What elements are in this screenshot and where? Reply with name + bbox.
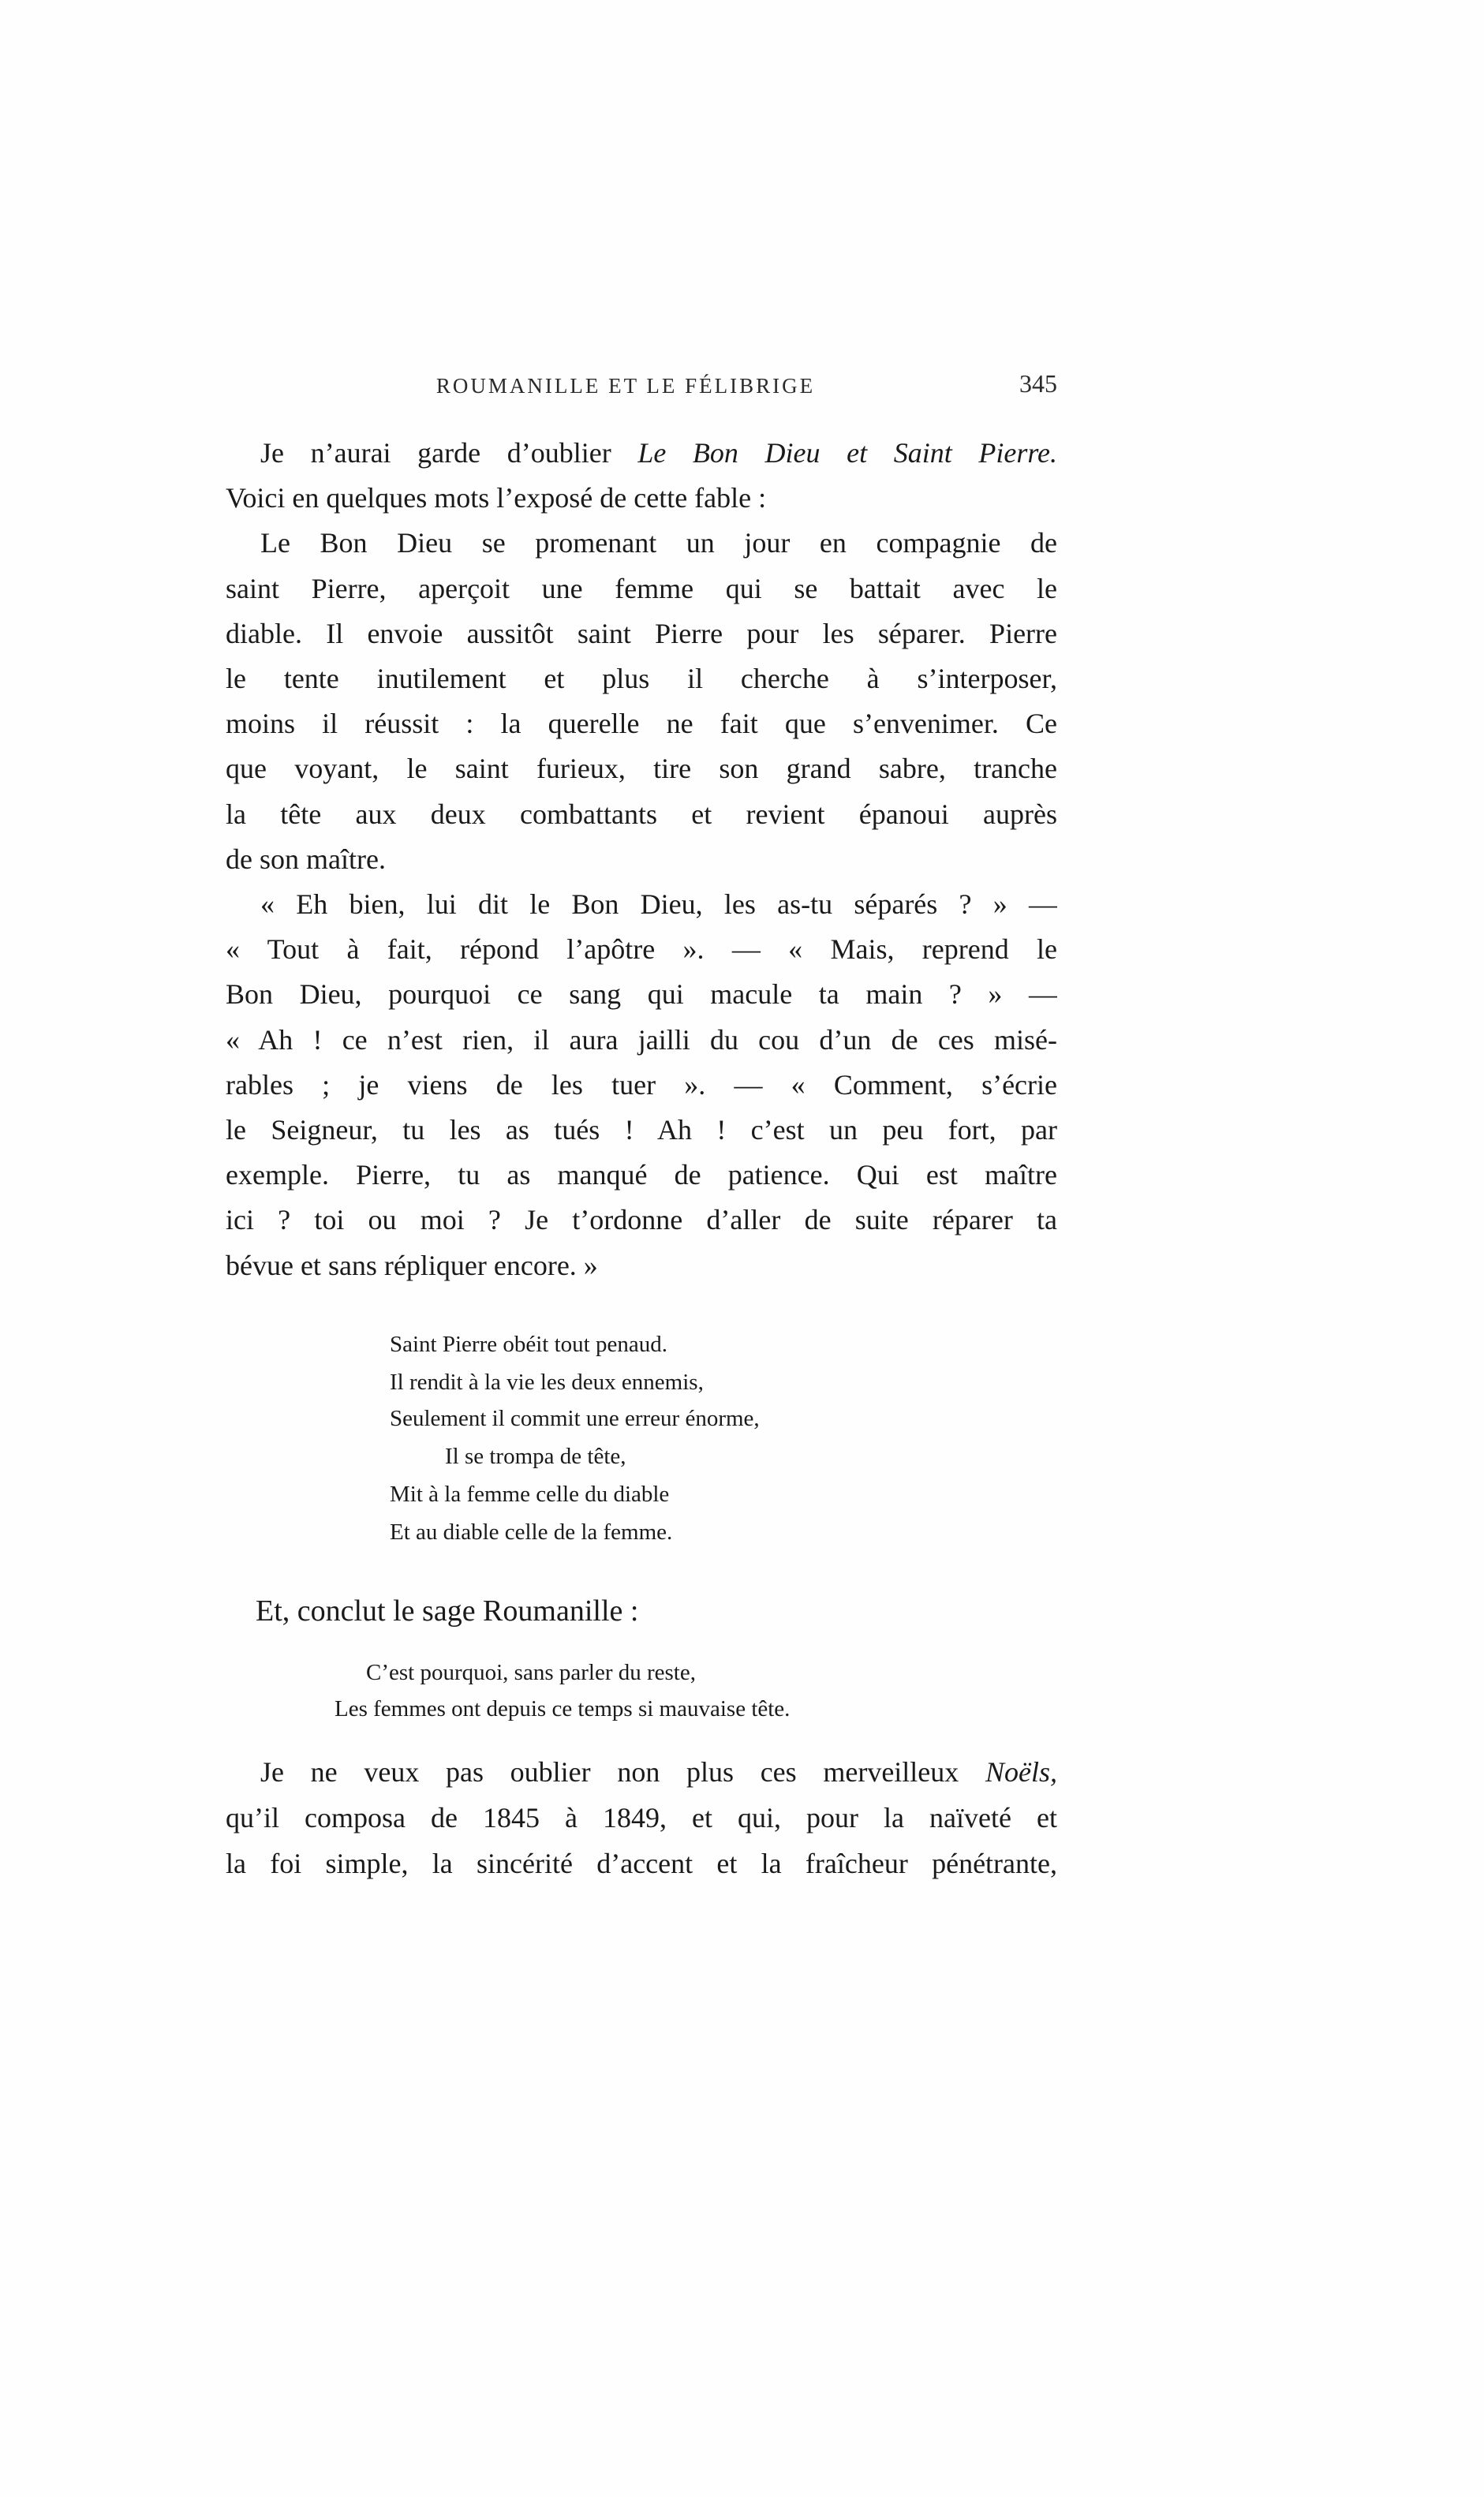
text-line (226, 1796, 1057, 1841)
text-line (226, 656, 1057, 701)
text-segment: qu’il composa de 1845 à 1849, et qui, pour la naïveté et (226, 1802, 1057, 1834)
text-segment: le Seigneur, tu les as tués ! Ah ! c’est un peu fort, par (226, 1114, 1057, 1146)
text-segment: diable. Il envoie aussitôt saint Pierre pour les séparer. Pierre (226, 617, 1057, 649)
running-title: ROUMANILLE ET LE FÉLIBRIGE (435, 374, 816, 398)
text-segment: la foi simple, la sincérité d’accent et la fraîcheur pénétrante, (226, 1848, 1057, 1879)
text-line (226, 927, 1057, 972)
text-line (226, 1018, 1057, 1063)
text-segment: exemple. Pierre, tu as manqué de patience. Qui est maître (226, 1159, 1057, 1191)
page-number: 345 (1019, 369, 1057, 398)
text-line (226, 837, 1057, 882)
text-segment: Je n’aurai garde d’oublier (260, 437, 638, 469)
text-line (226, 1243, 1057, 1288)
text-line (226, 792, 1057, 837)
text-segment: saint Pierre, aperçoit une femme qui se battait avec le (226, 572, 1057, 604)
text-line (260, 1750, 1057, 1795)
text-segment: bévue et sans répliquer encore. » (226, 1249, 598, 1281)
text-segment: le tente inutilement et plus il cherche à s’interposer, (226, 663, 1057, 694)
text-segment: moins il réussit : la querelle ne fait que s’envenimer. Ce (226, 708, 1057, 740)
text-segment: Je ne veux pas oublier non plus ces merveilleux (260, 1756, 985, 1788)
text-segment: la tête aux deux combattants et revient épanoui auprès (226, 798, 1057, 830)
verse-line: C’est pourquoi, sans parler du reste, (366, 1660, 696, 1685)
text-line (260, 882, 1057, 927)
text-line (226, 476, 1057, 521)
verse-line: Il se trompa de tête, (445, 1444, 626, 1469)
text-line (226, 611, 1057, 656)
italic-title: Le Bon Dieu et Saint Pierre. (637, 437, 1057, 469)
text-line (226, 1153, 1057, 1198)
text-segment: que voyant, le saint furieux, tire son grand sabre, tranche (226, 753, 1057, 785)
text-segment: de son maître. (226, 843, 386, 875)
text-line (226, 1198, 1057, 1243)
text-line (226, 566, 1057, 611)
text-segment: « Tout à fait, répond l’apôtre ». — « Mais, reprend le (226, 933, 1057, 966)
text-line (226, 701, 1057, 746)
text-segment: « Eh bien, lui dit le Bon Dieu, les as-tu séparés ? » — (260, 888, 1057, 920)
transition-line: Et, conclut le sage Roumanille : (256, 1594, 639, 1628)
verse-line: Saint Pierre obéit tout penaud. (390, 1332, 667, 1357)
text-segment: Bon Dieu, pourquoi ce sang qui macule ta main ? » — (226, 978, 1057, 1011)
text-segment: « Ah ! ce n’est rien, il aura jailli du cou d’un de ces misé- (226, 1023, 1057, 1056)
verse-line: Mit à la femme celle du diable (390, 1482, 670, 1507)
italic-title: Noëls, (985, 1756, 1057, 1788)
verse-line: Les femmes ont depuis ce temps si mauvaise tête. (335, 1696, 791, 1721)
text-line (226, 746, 1057, 791)
verse-line: Et au diable celle de la femme. (390, 1520, 673, 1545)
text-line (226, 1108, 1057, 1153)
text-segment: ici ? toi ou moi ? Je t’ordonne d’aller de suite réparer ta (226, 1204, 1057, 1236)
text-line (260, 521, 1057, 566)
text-line (226, 1841, 1057, 1886)
text-line (226, 972, 1057, 1017)
text-segment: rables ; je viens de les tuer ». — « Comment, s’écrie (226, 1068, 1057, 1101)
text-line (260, 431, 1057, 476)
verse-line: Seulement il commit une erreur énorme, (390, 1406, 760, 1431)
text-segment: Voici en quelques mots l’exposé de cette fable : (226, 482, 767, 514)
verse-line: Il rendit à la vie les deux ennemis, (390, 1370, 704, 1395)
text-segment: Le Bon Dieu se promenant un jour en compagnie de (260, 527, 1057, 559)
text-line (226, 1063, 1057, 1108)
